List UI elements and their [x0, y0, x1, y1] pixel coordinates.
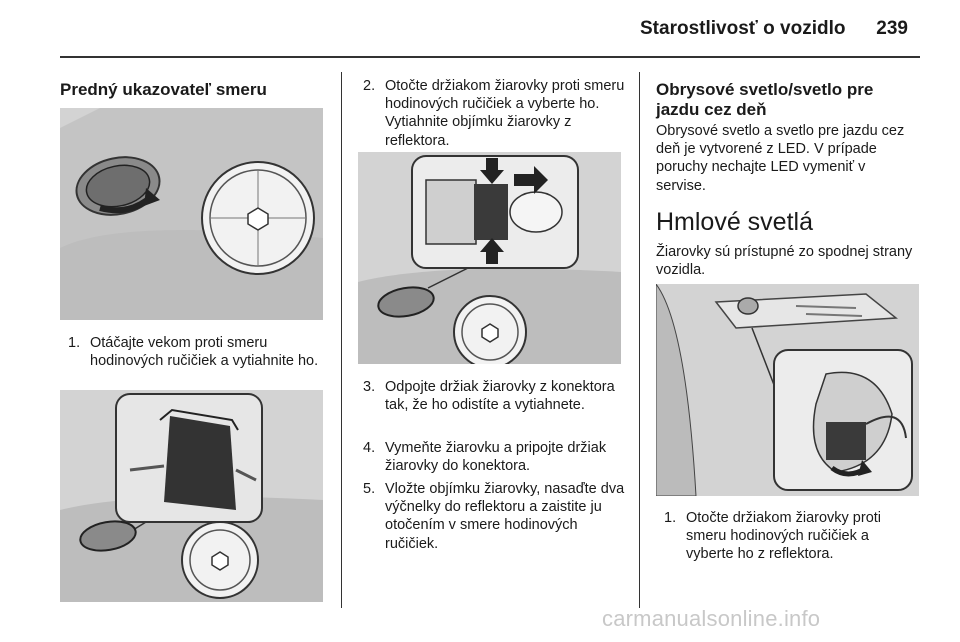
step-number: 2. — [363, 78, 376, 94]
bulb-holder-illustration — [60, 390, 323, 602]
step-number: 4. — [363, 440, 376, 456]
step-text: Vymeňte žiarovku a pripojte držiak žiarovky do konektora. — [385, 440, 607, 475]
column-divider-1 — [341, 72, 342, 608]
section-heading-fog-lights: Hmlové svetlá — [656, 208, 813, 236]
step-text: Vložte objímku žiarovky, nasaďte dva výčnelky do reflektoru a zaistite ju otočením v smere hodinových ručičiek. — [385, 481, 625, 552]
figure-fog-light — [656, 284, 919, 496]
bulb-socket-illustration — [358, 152, 621, 364]
step-text: Otáčajte vekom proti smeru hodinových ručičiek a vytiahnite ho. — [90, 335, 319, 370]
header-rule — [60, 56, 920, 58]
step-1-remove-cover — [68, 334, 324, 370]
step-3-disconnect — [363, 378, 625, 414]
headlamp-cover-illustration — [60, 108, 323, 320]
section-heading-turn-signal: Predný ukazovateľ smeru — [60, 80, 267, 99]
step-text: Otočte držiakom žiarovky proti smeru hodinových ručičiek a vyberte ho. Vytiahnite objímku žiarovky z reflektora. — [385, 78, 625, 149]
section-heading-position-drl: Obrysové svetlo/svetlo pre jazdu cez deň — [656, 80, 874, 119]
step-2-remove-holder — [363, 77, 625, 150]
paragraph-fog-access: Žiarovky sú prístupné zo spodnej strany vozidla. — [656, 244, 913, 279]
page-number: 239 — [876, 18, 908, 39]
column-divider-2 — [639, 72, 640, 608]
step-number: 3. — [363, 379, 376, 395]
figure-bulb-socket — [358, 152, 621, 364]
step-text: Odpojte držiak žiarovky z konektora tak, že ho odistíte a vytiahnete. — [385, 379, 615, 414]
watermark: carmanualsonline.info — [602, 606, 821, 631]
step-number: 1. — [664, 510, 677, 526]
page-header-title: Starostlivosť o vozidlo — [640, 18, 846, 39]
figure-headlamp-cover — [60, 108, 323, 320]
step-number: 5. — [363, 481, 376, 497]
step-number: 1. — [68, 335, 81, 351]
figure-bulb-holder — [60, 390, 323, 602]
step-text: Otočte držiakom žiarovky proti smeru hodinových ručičiek a vyberte ho z reflektora. — [686, 510, 882, 563]
step-1-fog-remove-holder — [664, 509, 920, 564]
step-5-reinsert — [363, 480, 625, 553]
paragraph-led-info: Obrysové svetlo a svetlo pre jazdu cez deň je vytvorené z LED. V prípade poruchy nechajte LED vymeniť v servise. — [656, 123, 905, 194]
fog-light-illustration — [656, 284, 919, 496]
step-4-replace-bulb — [363, 439, 625, 475]
